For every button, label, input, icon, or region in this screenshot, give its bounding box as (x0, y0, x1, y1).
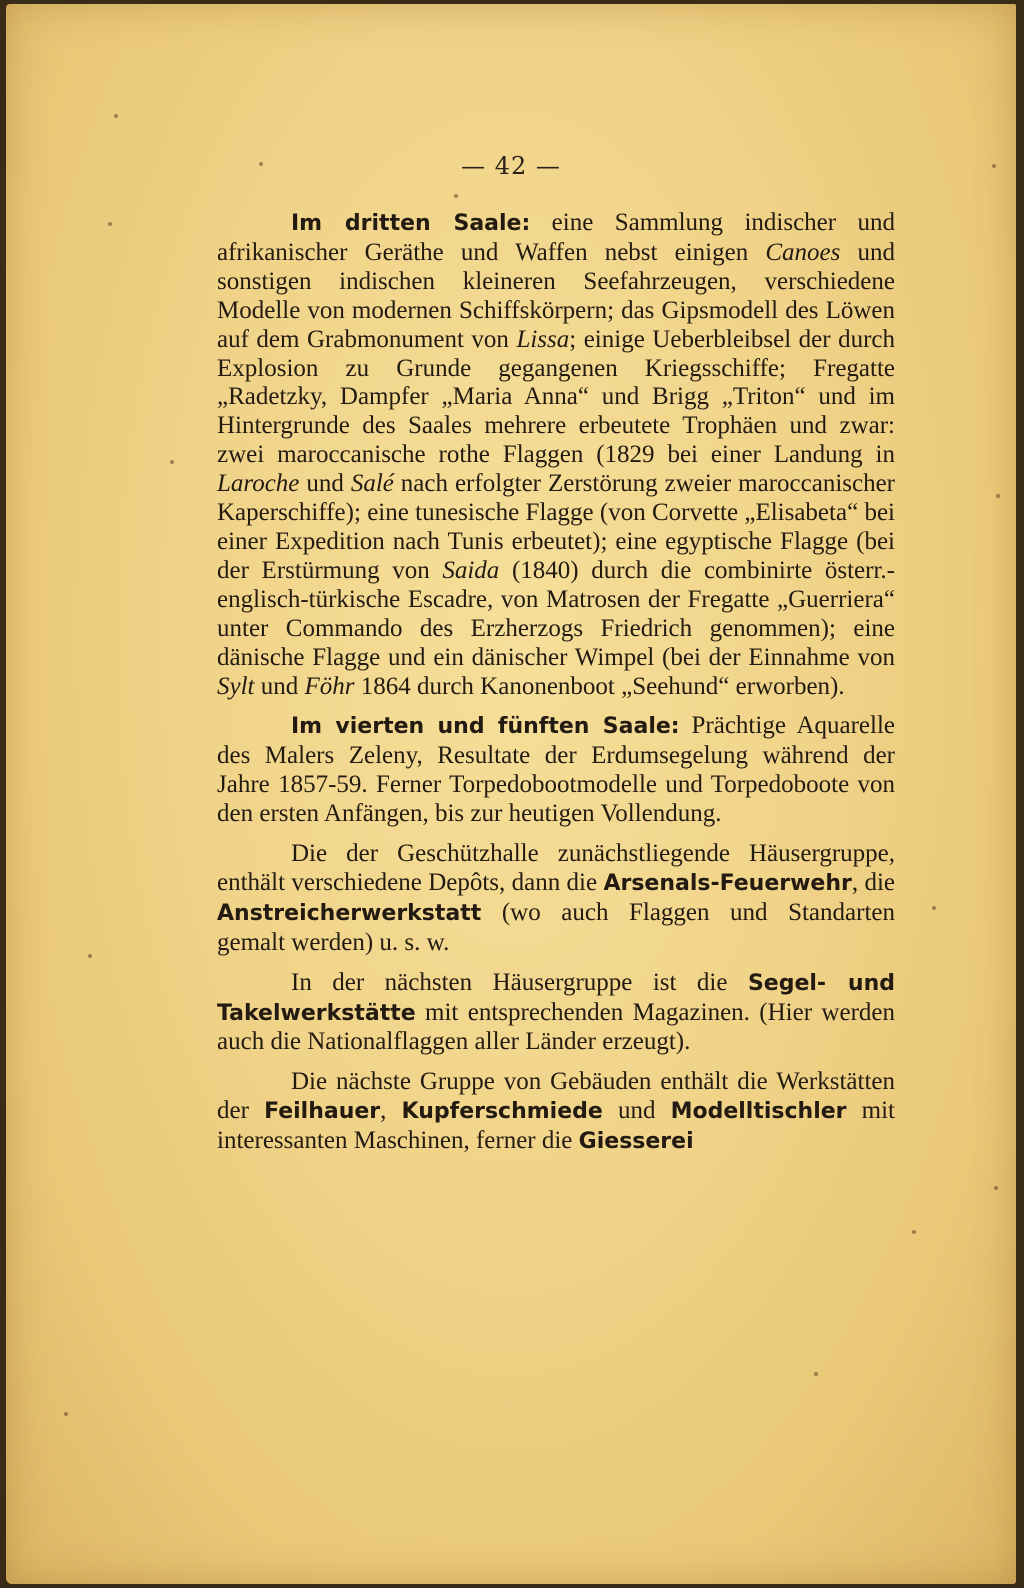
place-name: Föhr (304, 672, 355, 700)
place-name: Canoes (765, 238, 841, 266)
text-run: nach erfolgter Zerstörung zweier maroccanischer Kaperschiffe); eine tunesische Flagge (von Corvette „Elisabeta“ bei einer Expedition nach Tunis erbeutet); eine egyptische Flagge (bei der Erstürmung von (217, 470, 896, 584)
paragraph-segel-takelwerkstaette (217, 969, 895, 1058)
paper-speck (64, 1412, 68, 1416)
emphasized-term: Im dritten Saale: (291, 211, 531, 236)
text-run: 1864 durch Kanonenboot „Seehund“ erworben). (354, 672, 845, 700)
text-run: eine Sammlung indischer und afrikanischer Geräthe und Waffen nebst einigen (217, 209, 895, 266)
paper-speck (108, 222, 112, 226)
text-run: und (254, 672, 305, 700)
emphasized-term: Giesserei (578, 1129, 694, 1155)
emphasized-term: Segel- und Takelwerkstätte (217, 970, 895, 1026)
place-name: Lissa (516, 325, 570, 353)
text-run: , die (851, 868, 895, 896)
paper-speck (114, 114, 118, 118)
emphasized-term: Kupferschmiede (401, 1099, 603, 1125)
page-number: — 42 — (461, 152, 561, 180)
emphasized-term: Im vierten und fünften Saale: (291, 714, 680, 740)
place-name: Laroche (217, 470, 300, 498)
text-run: und (602, 1097, 671, 1125)
text-run: mit interessanten Maschinen, ferner die (217, 1097, 896, 1155)
text-run: In der nächsten Häusergruppe ist die (291, 968, 748, 996)
text-run: Prächtige Aquarelle des Malers Zeleny, Resultate der Erdumsegelung während der Jahre 1857-59. Ferner Torpedobootmodelle und Torpedoboote von den ersten Anfängen, bis zur heutigen Vollendung. (217, 712, 896, 828)
body-text (217, 209, 895, 1157)
text-run: (wo auch Flaggen und Standarten gemalt werden) u. s. w. (217, 898, 895, 956)
place-name: Sylt (217, 672, 255, 700)
paragraph-werkstaetten (217, 1068, 895, 1157)
place-name: Saida (442, 556, 500, 584)
paragraph-haeusergruppe-depots (217, 840, 895, 958)
emphasized-term: Modelltischler (670, 1099, 847, 1125)
emphasized-term: Anstreicherwerkstatt (217, 900, 482, 926)
paper-speck (170, 460, 174, 464)
text-run: Die nächste Gruppe von Gebäuden enthält die Werkstätten der (217, 1068, 895, 1125)
text-run: und (299, 470, 351, 498)
paper-speck (814, 1372, 818, 1376)
text-run: Die der Geschützhalle zunächstliegende Häusergruppe, enthält verschiedene Depôts, dann die (217, 840, 895, 896)
emphasized-term: Feilhauer (264, 1099, 381, 1125)
paper-speck (454, 194, 458, 198)
book-page (6, 4, 1016, 1584)
place-name: Salé (350, 470, 394, 498)
text-run: ; einige Ueberbleibsel der durch Explosion zu Grunde gegangenen Kriegsschiffe; Fregatte „Radetzky, Dampfer „Maria Anna“ und Brigg „Triton“ und im Hintergrunde des Saales mehrere erbeutete Trophäen und zwar: zwei maroccanische rothe Flaggen (1829 bei einer Landung in (217, 325, 896, 469)
paper-speck (912, 1230, 916, 1234)
emphasized-term: Arsenals-Feuerwehr (603, 870, 852, 896)
paper-speck (996, 494, 1000, 498)
paragraph-saal-vier-fuenf (217, 712, 895, 829)
text-run: (1840) durch die combinirte österr.-englisch-türkische Escadre, von Matrosen der Fregatte „Guerriera“ unter Commando des Erzherzogs Friedrich genommen); eine dänische Flagge und ein dänischer Wimpel (bei der Einnahme von (217, 556, 895, 671)
paragraph-saal-drei (217, 209, 895, 701)
text-run: und sonstigen indischen kleineren Seefahrzeugen, verschiedene Modelle von modernen Schiffskörpern; das Gipsmodell des Löwen auf dem Grabmonument von (217, 238, 896, 353)
text-run: mit entsprechenden Magazinen. (Hier werden auch die Nationalflaggen aller Länder erzeugt). (217, 998, 895, 1056)
text-run: , (380, 1097, 402, 1125)
paper-speck (932, 906, 936, 910)
paper-speck (994, 1186, 998, 1190)
paper-speck (88, 954, 92, 958)
